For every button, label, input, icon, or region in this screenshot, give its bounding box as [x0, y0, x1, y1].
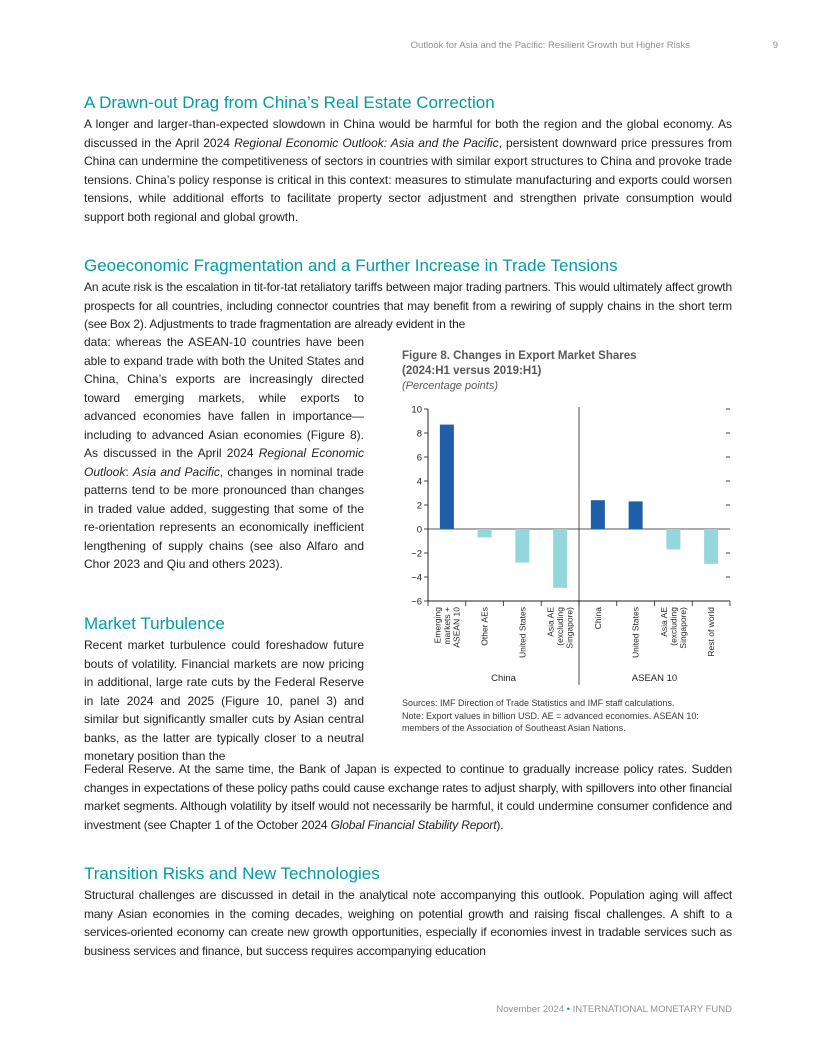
bar [704, 529, 718, 564]
bar [478, 529, 492, 537]
category-label: Asia AE [545, 607, 556, 637]
category-label: Emerging [432, 607, 443, 644]
y-tick-label: 2 [416, 500, 422, 512]
footer-separator: • [566, 1004, 570, 1015]
figure-8 [402, 349, 732, 735]
section-heading-fragmentation: Geoeconomic Fragmentation and a Further Increase in Trade Tensions [84, 256, 618, 275]
section-heading-transition-risks: Transition Risks and New Technologies [84, 864, 380, 883]
running-head [84, 40, 778, 54]
category-label: (excluding [668, 607, 679, 646]
bar [553, 529, 567, 588]
group-label: ASEAN 10 [631, 673, 678, 684]
category-label: United States [630, 607, 641, 659]
figure-title [402, 349, 732, 379]
y-tick-label: 10 [411, 404, 422, 416]
paragraph-market-turbulence-full: Federal Reserve. At the same time, the Bank of Japan is expected to continue to gradually increase policy rates. Sudden changes in expectations of these policy paths could cause exchange rates to adjust sharply, with spillovers into other financial market segments. Although volatility by itself would not necessarily be harmful, it could undermine consumer confidence and investment (see Chapter 1 of the October 2024 Global Financial Stability Report). [84, 762, 732, 832]
group-label: China [491, 673, 516, 684]
paragraph-transition-risks: Structural challenges are discussed in detail in the analytical note accompanying this outlook. Population aging will affect many Asian economies in the coming decades, weighing on potential growth and raising fiscal challenges. A shift to a services-oriented economy can create new growth opportunities, especially if economies invest in tradable services such as business services and finance, but success requires accompanying education [84, 888, 732, 958]
figure-subtitle: (Percentage points) [402, 380, 498, 392]
figure-title-line2: (2024:H1 versus 2019:H1) [402, 365, 542, 377]
y-tick-label: 8 [416, 428, 422, 440]
figure-note: Note: Export values in billion USD. AE = advanced economies. ASEAN 10: members of the Association of Southeast Asian Nations. [402, 710, 699, 733]
y-tick-label: 0 [416, 524, 422, 536]
section-heading-china-real-estate: A Drawn-out Drag from China’s Real Estate Correction [84, 93, 495, 112]
y-tick-label: 6 [416, 452, 422, 464]
category-label: ASEAN 10 [451, 607, 462, 648]
paragraph-fragmentation-intro: An acute risk is the escalation in tit-for-tat retaliatory tariffs between major trading partners. This would ultimately affect growth prospects for all countries, including connector countries that may benefit from a rewiring of supply chains in the short term (see Box 2). Adjustments to trade fragmentation are already evident in the [84, 280, 732, 331]
section-heading-market-turbulence: Market Turbulence [84, 614, 225, 633]
figure-title-line1: Figure 8. Changes in Export Market Shares [402, 350, 637, 362]
y-tick-label: −2 [411, 548, 422, 560]
y-tick-label: −6 [411, 596, 422, 608]
y-tick-label: −4 [411, 572, 422, 584]
figure-notes [402, 697, 732, 735]
page-footer [496, 1004, 732, 1015]
category-label: Asia AE [658, 607, 669, 637]
bar [591, 500, 605, 529]
footer-org: INTERNATIONAL MONETARY FUND [572, 1004, 732, 1015]
bar [666, 529, 680, 549]
paragraph-china-real-estate: A longer and larger-than-expected slowdown in China would be harmful for both the region and the global economy. As discussed in the April 2024 Regional Economic Outlook: Asia and the Pacific, persistent downward price pressures from China can undermine the competitiveness of sectors in countries with similar export structures to China and provoke trade tensions. China’s policy response is critical in this context: measures to stimulate manufacturing and exports could worsen tensions, while additional efforts to facilitate property sector adjustment and strengthen private consumption would support both regional and global growth. [84, 117, 732, 224]
category-label: Other AEs [479, 607, 490, 646]
category-label: Singapore) [564, 607, 575, 649]
paragraph-fragmentation-data: data: whereas the ASEAN-10 countries have been able to expand trade with both the United States and China, China’s exports are increasingly directed toward emerging markets, while exports to advanced economies have fallen in importance—including to advanced Asian economies (Figure 8). As discussed in the April 2024 Regional Economic Outlook: Asia and Pacific, changes in nominal trade patterns tend to be more pronounced than changes in traded value added, suggesting that some of the re-orientation represents an economically inefficient lengthening of supply chains (see also Alfaro and Chor 2023 and Qiu and others 2023). [84, 335, 365, 571]
figure-sources: Sources: IMF Direction of Trade Statistics and IMF staff calculations. [402, 698, 675, 708]
category-label: China [592, 607, 603, 630]
category-label: (excluding [555, 607, 566, 646]
category-label: Singapore) [677, 607, 688, 649]
category-label: markets + [441, 607, 452, 645]
bar [440, 425, 454, 529]
y-tick-label: 4 [416, 476, 422, 488]
category-label: United States [517, 607, 528, 659]
paragraph-market-turbulence-column: Recent market turbulence could foreshadow future bouts of volatility. Financial markets are now pricing in additional, large rate cuts by the Federal Reserve in late 2024 and 2025 (Figure 10, panel 3) and similar but significantly smaller cuts by Asian central banks, as the latter are typically closer to a neutral monetary position than the [84, 638, 364, 763]
category-label: Rest of world [706, 607, 717, 657]
page-number: 9 [772, 40, 778, 51]
bar [629, 501, 643, 529]
running-head-title: Outlook for Asia and the Pacific: Resilient Growth but Higher Risks [410, 40, 690, 51]
footer-date: November 2024 [496, 1004, 564, 1015]
bar [515, 529, 529, 563]
export-share-chart [402, 397, 732, 695]
